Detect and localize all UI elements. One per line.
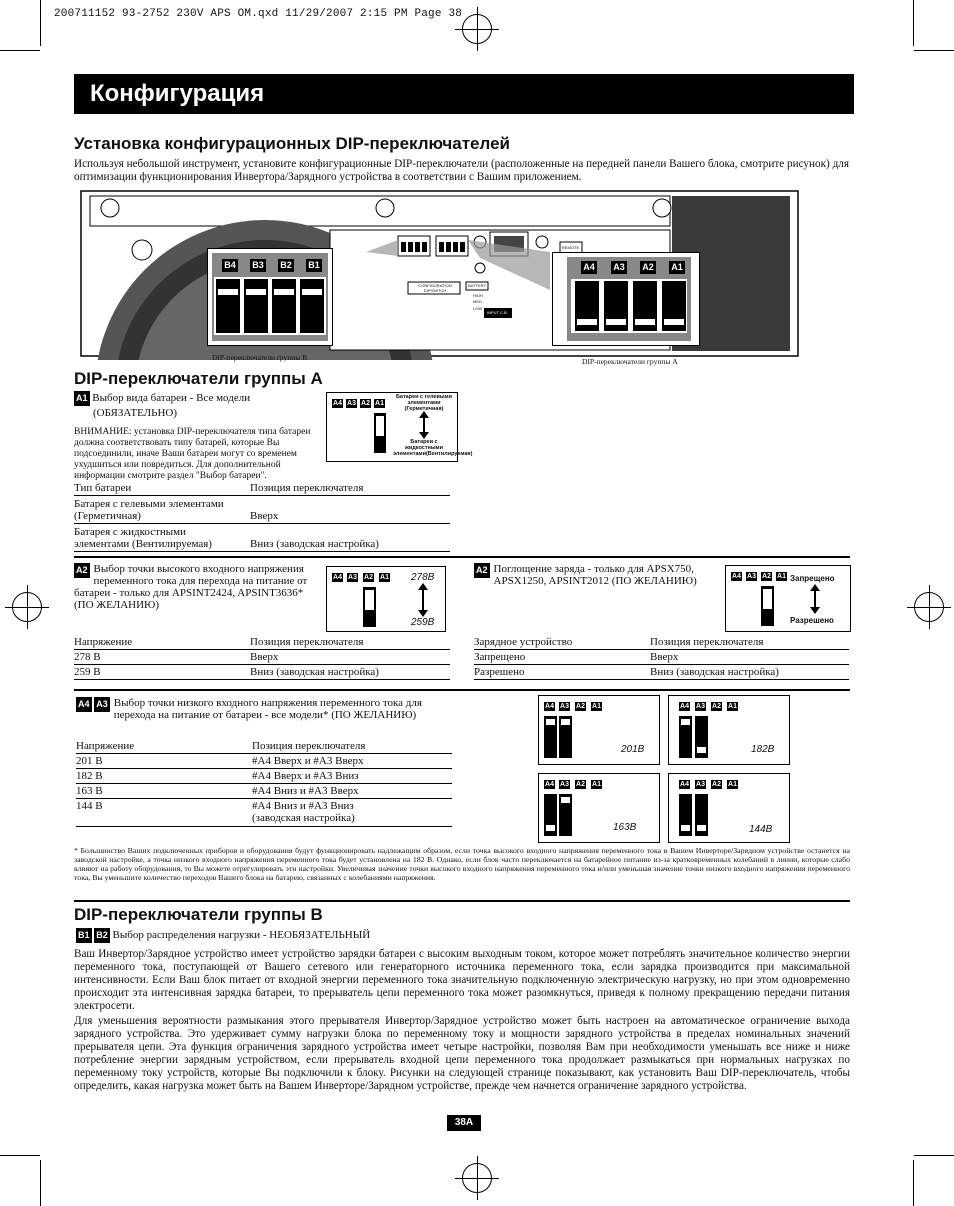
dip-switch-a4 xyxy=(679,794,692,836)
group-a-caption: DIP-переключатели группы A xyxy=(582,357,678,366)
dip-label: A2 xyxy=(364,574,373,581)
crop-mark xyxy=(0,1155,40,1156)
dip-label: A3 xyxy=(696,781,705,788)
table-header: Позиция переключателя xyxy=(252,740,366,752)
section-heading: Установка конфигурационных DIP-переключателей xyxy=(74,134,510,153)
group-b-paragraph-2: Для уменьшения вероятности размыкания этого прерывателя Инвертор/Зарядное устройство может быть настроен на автоматическое ограничение выхода зарядного устройства. Это удерживает сумму нагрузки блока по переменному току и мощности зарядного устройства в пределах номинальных значений прерывателя цепи. Эта функция ограничения зарядного устройства имеет четыре настройки, позволяя Вам при необходимости уменьшать все ниже и ниже потребление энергии зарядным устройством, если прерыватель входной цепи переменного тока продолжает размыкаться при нормальных нагрузках по переменному току устройств, которые Вы подключили к блоку. Рисунки на следующей странице показывают, как установить Ваш DIP-переключатель, чтобы определить, какая нагрузка может быть на Вашем Инверторе/Зарядном устройстве, прежде чем начнется ограничение зарядного устройства. xyxy=(74,1015,850,1092)
a1-diagram xyxy=(326,392,473,462)
table-cell: #A4 Вверх и #A3 Вниз xyxy=(252,770,359,782)
low-voltage-value: 163В xyxy=(613,822,637,833)
group-b-label: B2 xyxy=(278,259,294,272)
a1-flooded-label: Батареи с жидкостными элементами(Вентилируемая) xyxy=(393,439,473,457)
dip-switch-a2 xyxy=(363,587,376,627)
dip-label: A4 xyxy=(333,574,342,581)
a3-badge: A3 xyxy=(94,697,110,712)
table-row xyxy=(76,799,452,827)
dip-switch-a4 xyxy=(679,716,692,758)
file-header: 200711152 93-2752 230V APS OM.qxd 11/29/2007 2:15 PM Page 38 xyxy=(54,8,463,20)
group-b-heading: DIP-переключатели группы B xyxy=(74,905,323,924)
dip-label: A3 xyxy=(696,703,705,710)
panel-battery-label: BATTERY xyxy=(468,283,487,288)
a2-high-down-label: 259В xyxy=(411,617,435,628)
group-a-label: A4 xyxy=(581,261,597,274)
group-b-zoom xyxy=(207,248,333,346)
table-header: Зарядное устройство xyxy=(474,636,573,648)
intro-text: Используя небольшой инструмент, установите конфигурационные DIP-переключатели (расположенные на передней панели Вашего блока, смотрите рисунок) для оптимизации функционирования Инвертора/Зарядного устройства в соответствии с Вашим приложением. xyxy=(74,158,849,183)
table-header: Тип батареи xyxy=(74,482,132,494)
table-cell: Вниз (заводская настройка) xyxy=(650,666,779,678)
panel-med-label: MED xyxy=(473,299,482,304)
low-voltage-diagram-144 xyxy=(668,773,790,843)
dip-switch-a3 xyxy=(695,716,708,758)
a4a3-title xyxy=(76,697,436,721)
dip-label: A4 xyxy=(732,573,741,580)
table-header: Позиция переключателя xyxy=(250,482,364,494)
registration-mark xyxy=(462,14,492,44)
registration-mark xyxy=(914,592,944,622)
low-voltage-value: 144В xyxy=(749,824,773,835)
a2-charge-title-text: Поглощение заряда - только для APSX750, APSX1250, APSINT2012 (ПО ЖЕЛАНИЮ) xyxy=(493,563,697,587)
panel-input-label: INPUT C.B. xyxy=(487,310,508,315)
page-number: 38A xyxy=(447,1115,481,1131)
a2-high-diagram xyxy=(326,566,446,632)
a1-title-2: (ОБЯЗАТЕЛЬНО) xyxy=(93,407,178,419)
panel-high-label: HIGH xyxy=(473,293,483,298)
a1-warning: ВНИМАНИЕ: установка DIP-переключателя типа батареи должна соответствовать типу батарей, которые Вы подсоединили, иначе Ваши батареи могут со временем ухудшиться или повредиться. Для дополнительной информации смотрите раздел "Выбор батареи". xyxy=(74,427,311,481)
table-row xyxy=(74,524,450,552)
group-b-label: B4 xyxy=(222,259,238,272)
table-row xyxy=(76,784,452,799)
dip-label: A3 xyxy=(560,703,569,710)
a1-gel-label: Батареи с гелевыми элементами (Герметичная) xyxy=(395,394,453,412)
table-cell: Вверх xyxy=(250,510,279,522)
table-header-row xyxy=(474,634,849,650)
table-cell: Вверх xyxy=(650,651,679,663)
group-b-label: B3 xyxy=(250,259,266,272)
crop-mark xyxy=(913,1160,914,1206)
table-cell: 259 В xyxy=(74,666,101,678)
table-row xyxy=(74,496,450,524)
dip-label: A1 xyxy=(777,573,786,580)
divider xyxy=(74,900,850,902)
dip-label: A3 xyxy=(560,781,569,788)
a2-high-title xyxy=(74,563,324,611)
low-voltage-diagram-182 xyxy=(668,695,790,765)
table-row xyxy=(76,754,452,769)
a2-charge-up-label: Запрещено xyxy=(790,574,835,583)
group-b-title xyxy=(76,928,370,943)
table-cell: 144 В xyxy=(76,800,103,812)
crop-mark xyxy=(0,50,40,51)
dip-label: A4 xyxy=(545,781,554,788)
a2-high-title-text: Выбор точки высокого входного напряжения переменного тока для перехода на питание от батареи - только для APSINT2424, APSINT3636* (ПО ЖЕЛАНИЮ) xyxy=(74,563,308,611)
a2-charge-table xyxy=(474,634,849,680)
dip-label: A4 xyxy=(680,781,689,788)
crop-mark xyxy=(914,1155,954,1156)
dip-label: A1 xyxy=(728,781,737,788)
dip-label: A2 xyxy=(712,703,721,710)
panel-config-label: CONFIGURATION DIPSWITCH xyxy=(418,283,452,293)
group-a-label: A1 xyxy=(669,261,685,274)
dip-label: A1 xyxy=(592,781,601,788)
a2-high-up-label: 278В xyxy=(411,572,435,583)
crop-mark xyxy=(40,0,41,46)
dip-label: A3 xyxy=(347,400,356,407)
b1-badge: B1 xyxy=(76,928,92,943)
crop-mark xyxy=(914,50,954,51)
dip-label: A1 xyxy=(728,703,737,710)
panel-low-label: LOW xyxy=(473,306,483,311)
table-cell: Вверх xyxy=(250,651,279,663)
a1-title-text: Выбор вида батареи - Все модели xyxy=(92,392,251,405)
dip-label: A2 xyxy=(762,573,771,580)
group-a-label: A3 xyxy=(611,261,627,274)
table-header-row xyxy=(74,480,450,496)
table-header-row xyxy=(74,634,450,650)
dip-label: A4 xyxy=(680,703,689,710)
table-header: Позиция переключателя xyxy=(250,636,364,648)
dip-label: A2 xyxy=(361,400,370,407)
dip-switch-a3 xyxy=(559,794,572,836)
divider xyxy=(74,556,850,558)
table-cell: 278 В xyxy=(74,651,101,663)
table-cell: 163 В xyxy=(76,785,103,797)
group-b-paragraph-1: Ваш Инвертор/Зарядное устройство имеет устройство зарядки батареи с высоким выходным током, которое может потреблять значительное количество энергии переменного тока, поступающей от Вашего сетевого или генераторного источника переменного тока, если зарядка производится при максимальной интенсивности. Если Ваш блок питает от входной энергии переменного тока значительную подключенную электрическую нагрузку, но при этом одновременно происходит эта интенсивная зарядка батареи, то прерыватель цепи переменного тока может разомкнуться, приведя к полному прекращению передачи питания электросети. xyxy=(74,948,850,1012)
dip-label: A1 xyxy=(592,703,601,710)
table-cell: 182 В xyxy=(76,770,103,782)
page-title: Конфигурация xyxy=(74,74,854,114)
table-cell: #A4 Вверх и #A3 Вверх xyxy=(252,755,364,767)
dip-switch-a2 xyxy=(761,586,774,626)
a2-charge-diagram xyxy=(725,565,851,632)
dip-switch-a4 xyxy=(544,716,557,758)
dip-switch-a4 xyxy=(544,794,557,836)
a2-charge-badge: A2 xyxy=(474,563,490,578)
a1-badge: A1 xyxy=(74,391,90,406)
front-panel-figure xyxy=(80,190,800,360)
table-cell: #A4 Вниз и #A3 Вниз (заводская настройка) xyxy=(252,800,355,824)
dip-label: A3 xyxy=(348,574,357,581)
group-a-heading: DIP-переключатели группы A xyxy=(74,369,323,388)
a4-badge: A4 xyxy=(76,697,92,712)
dip-switch-a3 xyxy=(559,716,572,758)
table-row xyxy=(474,650,849,665)
dip-label: A1 xyxy=(375,400,384,407)
dip-label: A2 xyxy=(576,703,585,710)
a1-title xyxy=(74,391,250,406)
arrow-icon xyxy=(814,590,816,608)
table-header-row xyxy=(76,738,452,754)
table-row xyxy=(74,650,450,665)
low-voltage-value: 201В xyxy=(621,744,645,755)
low-voltage-diagram-163 xyxy=(538,773,660,843)
a4a3-title-text: Выбор точки низкого входного напряжения переменного тока для перехода на питание от батареи - все модели* (ПО ЖЕЛАНИЮ) xyxy=(113,697,422,721)
group-a-zoom xyxy=(552,252,700,346)
dip-label: A4 xyxy=(545,703,554,710)
divider xyxy=(74,689,850,691)
registration-mark xyxy=(462,1163,492,1193)
group-a-label: A2 xyxy=(640,261,656,274)
dip-switch-a1 xyxy=(374,413,386,453)
footnote: * Большинство Ваших подключенных приборов и оборудования будут функционировать надлежащим образом, если точка высокого входного напряжения переменного тока в Вашем Инверторе/Зарядном устройстве останется на заводской настройке, а точка низкого входного напряжения переменного тока будет установлена на 182 В. Однако, если блок часто переключается на батарейное питание из-за кратковременных колебаний в линии, которые слабо влияют на работу оборудования, то Вы можете отрегулировать эти настройки. Увеличивая значение точки высокого входного напряжения переменного тока и/или уменьшая значение точки низкого входного напряжения переменного тока, Вы уменьшите количество переходов Вашего блока на батарею, связанных с колебаниями напряжения. xyxy=(74,846,850,882)
dip-label: A2 xyxy=(712,781,721,788)
low-voltage-diagram-201 xyxy=(538,695,660,765)
a2-high-table xyxy=(74,634,450,680)
table-cell: Вниз (заводская настройка) xyxy=(250,538,379,550)
table-cell: Батарея с гелевыми элементами (Герметичная) xyxy=(74,498,224,522)
table-cell: Разрешено xyxy=(474,666,525,678)
registration-mark xyxy=(12,592,42,622)
table-row xyxy=(74,665,450,680)
crop-mark xyxy=(40,1160,41,1206)
arrow-icon xyxy=(422,589,424,611)
low-voltage-value: 182В xyxy=(751,744,775,755)
table-header: Напряжение xyxy=(74,636,133,648)
dip-label: A4 xyxy=(333,400,342,407)
b2-badge: B2 xyxy=(94,928,110,943)
dip-label: A2 xyxy=(576,781,585,788)
dip-switch-a3 xyxy=(695,794,708,836)
table-header: Напряжение xyxy=(76,740,135,752)
table-cell: Запрещено xyxy=(474,651,526,663)
a4a3-table xyxy=(76,738,452,827)
group-b-title-text: Выбор распределения нагрузки - НЕОБЯЗАТЕЛЬНЫЙ xyxy=(112,929,371,942)
table-header: Позиция переключателя xyxy=(650,636,764,648)
table-row xyxy=(474,665,849,680)
group-b-label: B1 xyxy=(306,259,322,272)
a2-charge-title xyxy=(474,563,704,587)
crop-mark xyxy=(913,0,914,46)
a2-badge: A2 xyxy=(74,563,90,578)
arrow-icon xyxy=(423,417,425,433)
a2-charge-down-label: Разрешено xyxy=(790,616,834,625)
dip-label: A1 xyxy=(380,574,389,581)
table-row xyxy=(76,769,452,784)
dip-label: A3 xyxy=(747,573,756,580)
group-b-caption: DIP-переключатели группы B xyxy=(212,353,308,362)
table-cell: Батарея с жидкостными элементами (Вентилируемая) xyxy=(74,526,212,550)
table-cell: 201 В xyxy=(76,755,103,767)
panel-remote-label: REMOTE xyxy=(562,245,580,250)
table-cell: #A4 Вниз и #A3 Вверх xyxy=(252,785,359,797)
a1-table xyxy=(74,480,450,552)
table-cell: Вниз (заводская настройка) xyxy=(250,666,379,678)
